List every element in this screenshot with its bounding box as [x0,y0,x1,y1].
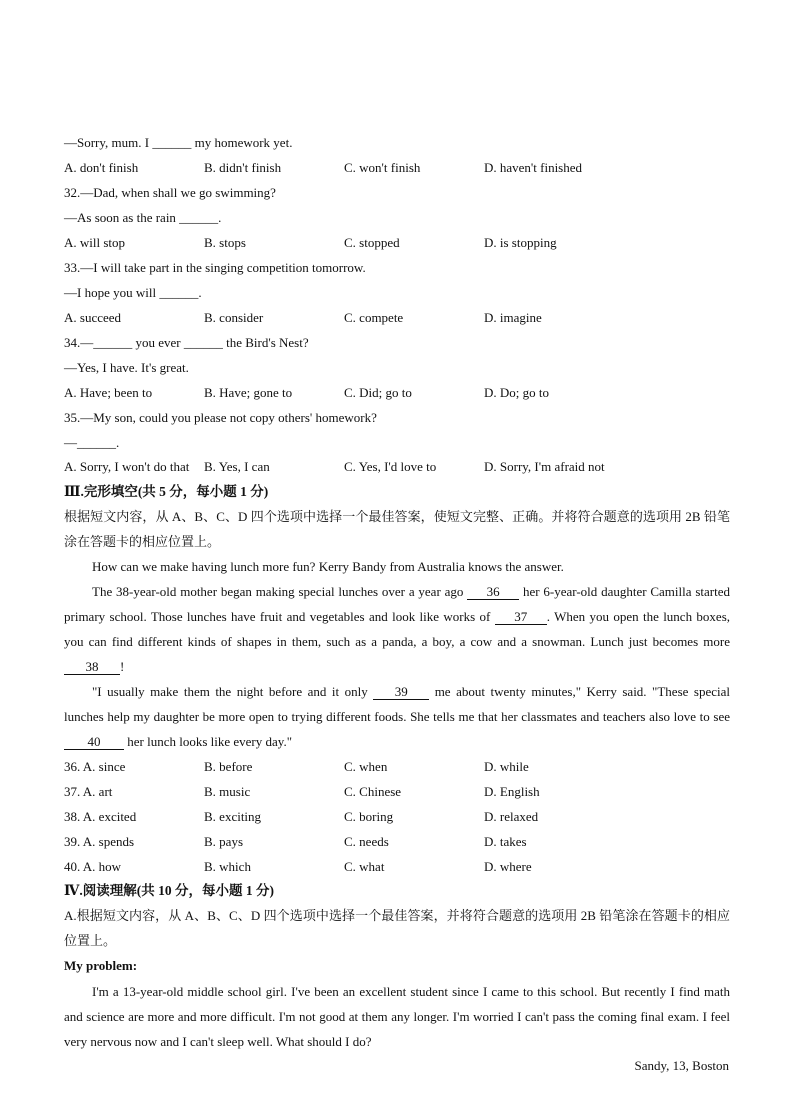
q36-option-d: D. while [484,759,529,774]
q36-option-a: 36. A. since [64,759,126,774]
blank-38: 38 [64,660,120,675]
q38-option-a: 38. A. excited [64,809,137,824]
q40-option-a: 40. A. how [64,859,122,874]
blank-39: 39 [373,685,429,700]
q36-option-b: B. before [204,759,253,774]
q35-option-c: C. Yes, I'd love to [344,459,437,474]
q38-option-b: B. exciting [204,809,262,824]
section4-title: Ⅳ.阅读理解(共 10 分，每小题 1 分) [64,883,274,898]
q31-option-b: B. didn't finish [204,160,282,175]
q39-option-c: C. needs [344,834,389,849]
blank-36: 36 [467,585,519,600]
cloze-paragraph-2 [64,579,730,679]
q35-question: 35.—My son, could you please not copy others' homework? [64,410,377,425]
cloze-text: The 38-year-old mother began making special lunches over a year ago [92,584,468,599]
q33-option-b: B. consider [204,310,264,325]
q31-dialogue: —Sorry, mum. I ______ my homework yet. [64,135,293,150]
q39-option-b: B. pays [204,834,243,849]
blank-37: 37 [495,610,547,625]
q35-option-d: D. Sorry, I'm afraid not [484,459,605,474]
q34-dialogue: —Yes, I have. It's great. [64,360,189,375]
cloze-paragraph-1: How can we make having lunch more fun? Kerry Bandy from Australia knows the answer. [92,559,564,574]
q32-dialogue: —As soon as the rain ______. [64,210,222,225]
q35-option-a: A. Sorry, I won't do that [64,459,190,474]
cloze-text: her 6-year-old daughter Camilla started primary school. Those lunches have fruit and vegetables and look like works of [64,584,730,624]
q40-option-b: B. which [204,859,251,874]
section3-instruction: 根据短文内容，从 A、B、C、D 四个选项中选择一个最佳答案，使短文完整、正确。并将符合题意的选项用 2B 铅笔涂在答题卡的相应位置上。 [64,509,730,549]
q40-option-c: C. what [344,859,385,874]
q32-option-a: A. will stop [64,235,126,250]
q36-option-c: C. when [344,759,388,774]
q33-option-d: D. imagine [484,310,542,325]
blank-40: 40 [64,735,124,750]
cloze-text: "I usually make them the night before and it only [92,684,374,699]
q37-option-a: 37. A. art [64,784,113,799]
cloze-paragraph-3 [64,679,730,754]
q33-dialogue: —I hope you will ______. [64,285,202,300]
q34-question: 34.—______ you ever ______ the Bird's Nest? [64,335,309,350]
q32-option-c: C. stopped [344,235,400,250]
signature: Sandy, 13, Boston [634,1058,729,1073]
problem-paragraph: I'm a 13-year-old middle school girl. I've been an excellent student since I came to this school. But recently I find math and science are more and more difficult. I'm not good at them any longer. I'm worried I can't pass the coming final exam. I feel very nervous now and I can't sleep well. What should I do? [64,984,730,1049]
q35-option-b: B. Yes, I can [204,459,270,474]
cloze-text: ! [120,659,125,674]
q37-option-d: D. English [484,784,540,799]
section4-instruction: A.根据短文内容，从 A、B、C、D 四个选项中选择一个最佳答案，并将符合题意的选项用 2B 铅笔涂在答题卡的相应位置上。 [64,908,730,948]
q38-option-d: D. relaxed [484,809,539,824]
q33-option-c: C. compete [344,310,404,325]
q33-option-a: A. succeed [64,310,122,325]
cloze-text: her lunch looks like every day." [124,734,292,749]
q31-option-a: A. don't finish [64,160,139,175]
q32-question: 32.—Dad, when shall we go swimming? [64,185,276,200]
cloze-text: . When you open the lunch boxes, you can find different kinds of shapes in them, such as a panda, a boy, a cow and a snowman. Lunch just becomes more [64,609,731,649]
q34-option-b: B. Have; gone to [204,385,293,400]
q31-option-c: C. won't finish [344,160,421,175]
q32-option-b: B. stops [204,235,246,250]
q37-option-c: C. Chinese [344,784,402,799]
q31-option-d: D. haven't finished [484,160,583,175]
q34-option-c: C. Did; go to [344,385,412,400]
section3-title: Ⅲ.完形填空(共 5 分，每小题 1 分) [64,484,269,499]
q40-option-d: D. where [484,859,532,874]
q34-option-d: D. Do; go to [484,385,549,400]
q35-dialogue: —______. [64,435,120,450]
cloze-text: me about twenty minutes," Kerry said. "These special lunches help my daughter be more open to trying different foods. She tells me that her classmates and teachers also love to see [64,684,730,724]
q32-option-d: D. is stopping [484,235,557,250]
q37-option-b: B. music [204,784,251,799]
problem-title: My problem: [64,958,138,973]
q39-option-d: D. takes [484,834,527,849]
q38-option-c: C. boring [344,809,394,824]
q39-option-a: 39. A. spends [64,834,135,849]
q33-question: 33.—I will take part in the singing competition tomorrow. [64,260,366,275]
q34-option-a: A. Have; been to [64,385,153,400]
